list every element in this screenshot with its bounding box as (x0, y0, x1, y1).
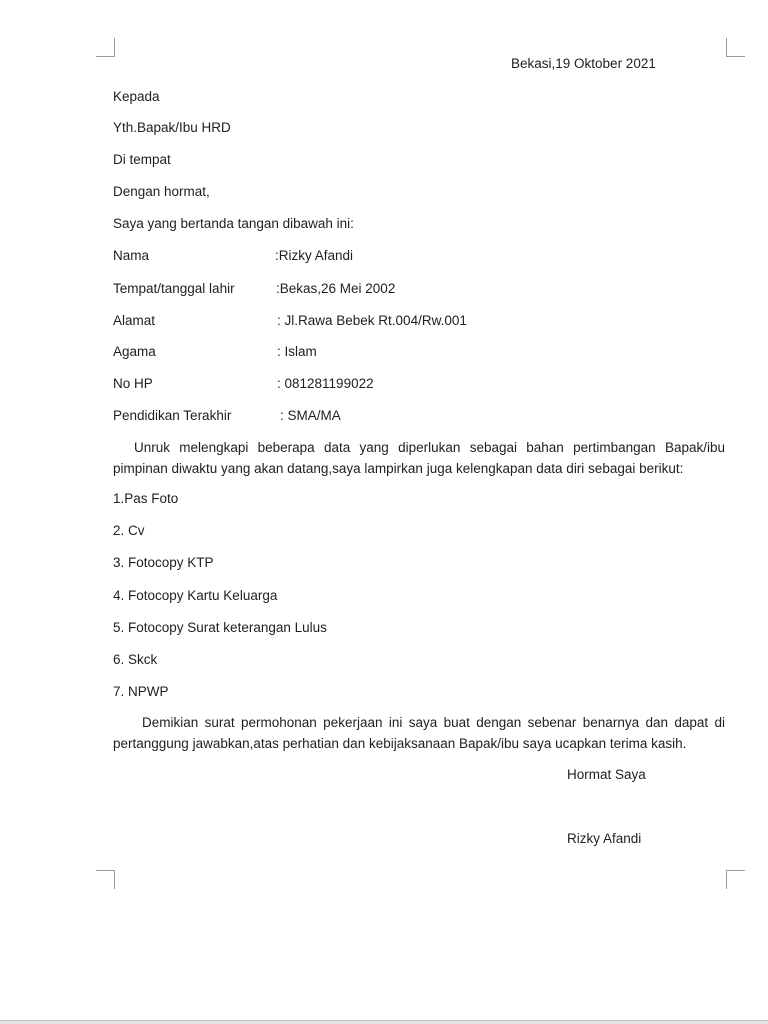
identity-value-religion: : Islam (277, 344, 317, 359)
identity-label-address: Alamat (113, 313, 156, 328)
page-bottom-edge (0, 1020, 768, 1024)
identity-value-address: : Jl.Rawa Bebek Rt.004/Rw.001 (277, 313, 467, 328)
attachment-item: 7. NPWP (113, 684, 169, 699)
identity-label-phone: No HP (113, 376, 153, 391)
recipient-addressee: Yth.Bapak/Ibu HRD (113, 120, 231, 135)
identity-value-education: : SMA/MA (280, 408, 341, 423)
identity-label-birth: Tempat/tanggal lahir (113, 281, 235, 296)
attachment-item: 1.Pas Foto (113, 491, 179, 506)
attachment-item: 2. Cv (113, 523, 145, 538)
intro-line: Saya yang bertanda tangan dibawah ini: (113, 216, 354, 231)
recipient-to: Kepada (113, 89, 160, 104)
recipient-location: Di tempat (113, 152, 171, 167)
greeting: Dengan hormat, (113, 184, 210, 199)
signature-name: Rizky Afandi (567, 831, 642, 846)
identity-label-religion: Agama (113, 344, 156, 359)
attachment-item: 3. Fotocopy KTP (113, 555, 214, 570)
attachment-item: 4. Fotocopy Kartu Keluarga (113, 588, 278, 603)
identity-value-name: :Rizky Afandi (275, 248, 354, 263)
identity-label-education: Pendidikan Terakhir (113, 408, 232, 423)
margin-corner-bottom-left-icon (96, 870, 115, 889)
margin-corner-top-left-icon (96, 38, 115, 57)
margin-corner-bottom-right-icon (726, 870, 745, 889)
closing-paragraph: Demikian surat permohonan pekerjaan ini saya buat dengan sebenar benarnya dan dapat di pertanggung jawabkan,atas perhatian dan kebijaksanaan Bapak/ibu saya ucapkan terima kasih. (113, 715, 725, 751)
margin-corner-top-right-icon (726, 38, 745, 57)
attachments-paragraph: Unruk melengkapi beberapa data yang diperlukan sebagai bahan pertimbangan Bapak/ibu pimpinan diwaktu yang akan datang,saya lampirkan juga kelengkapan data diri sebagai berikut: (113, 440, 725, 476)
identity-value-phone: : 081281199022 (277, 376, 374, 391)
place-date: Bekasi,19 Oktober 2021 (511, 56, 656, 71)
attachment-item: 5. Fotocopy Surat keterangan Lulus (113, 620, 327, 635)
identity-label-name: Nama (113, 248, 150, 263)
sign-off: Hormat Saya (567, 767, 646, 782)
identity-value-birth: :Bekas,26 Mei 2002 (276, 281, 396, 296)
attachment-item: 6. Skck (113, 652, 158, 667)
